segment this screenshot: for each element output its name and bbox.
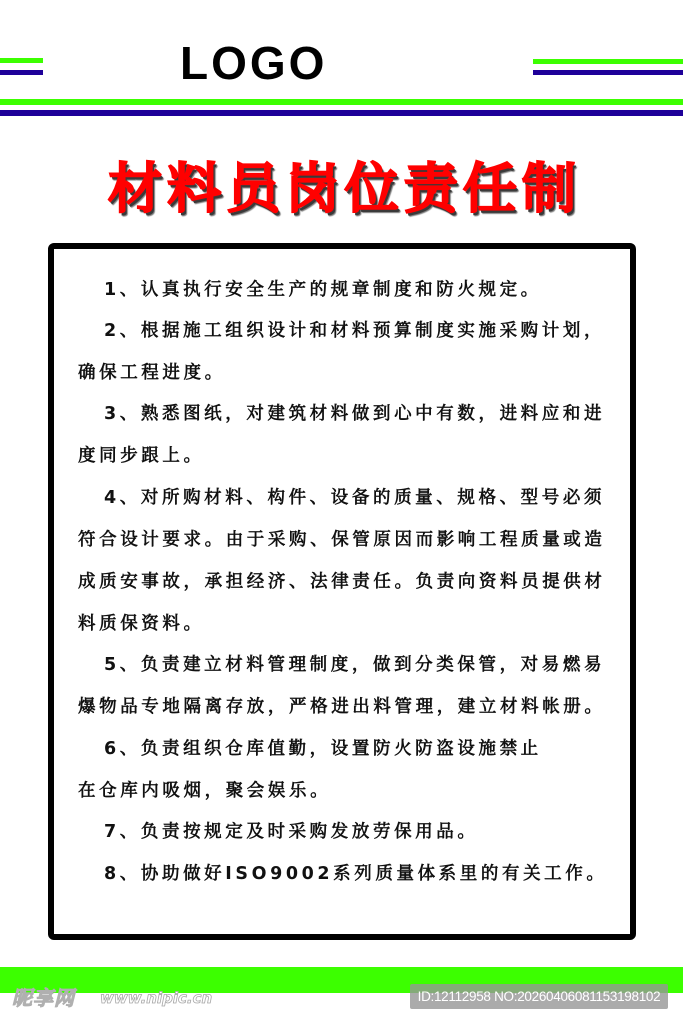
item-7-line-1: 7、负责按规定及时采购发放劳保用品。 [104, 822, 479, 842]
header-stripe-right-blue [533, 70, 683, 75]
title-char: 员 [226, 157, 281, 220]
title-char: 任 [462, 157, 517, 220]
title-char: 位 [344, 157, 399, 220]
watermark-logo: 昵享网 [12, 986, 75, 1010]
item-3-line-2: 度同步跟上。 [78, 446, 205, 466]
item-2-line-1: 2、根据施工组织设计和材料预算制度实施采购计划， [104, 321, 606, 341]
item-4-line-1: 4、对所购材料、构件、设备的质量、规格、型号必须 [104, 488, 606, 508]
item-6-line-1: 6、负责组织仓库值勤，设置防火防盗设施禁止 [104, 739, 542, 759]
item-3-line-1: 3、熟悉图纸，对建筑材料做到心中有数，进料应和进 [104, 404, 606, 424]
logo-placeholder: LOGO [180, 37, 328, 89]
item-6-line-2: 在仓库内吸烟，聚会娱乐。 [78, 781, 332, 801]
item-5-line-2: 爆物品专地隔离存放，严格进出料管理，建立材料帐册。 [78, 697, 606, 717]
title-char: 岗 [285, 157, 340, 220]
header-stripe-left-blue [0, 70, 43, 75]
header-divider-blue [0, 110, 683, 116]
image-id-badge: ID:12112958 NO:20260406081153198102 [410, 984, 668, 1009]
item-4-line-2: 符合设计要求。由于采购、保管原因而影响工程质量或造 [78, 530, 606, 550]
page-title [106, 156, 578, 222]
title-char: 料 [167, 157, 222, 220]
title-char: 材 [108, 157, 162, 220]
header-stripe-right-green [533, 59, 683, 64]
item-2-line-2: 确保工程进度。 [78, 363, 226, 383]
title-char: 责 [403, 157, 458, 220]
header-divider-green [0, 99, 683, 105]
item-5-line-1: 5、负责建立材料管理制度，做到分类保管，对易燃易 [104, 655, 606, 675]
item-8-line-1: 8、协助做好ISO9002系列质量体系里的有关工作。 [104, 864, 608, 884]
item-4-line-3: 成质安事故，承担经济、法律责任。负责向资料员提供材 [78, 572, 606, 592]
item-1-line-1: 1、认真执行安全生产的规章制度和防火规定。 [104, 280, 542, 300]
watermark-url: www.nipic.cn [100, 989, 213, 1007]
title-char: 制 [521, 157, 576, 220]
item-4-line-4: 料质保资料。 [78, 614, 205, 634]
header-stripe-left-green [0, 58, 43, 63]
